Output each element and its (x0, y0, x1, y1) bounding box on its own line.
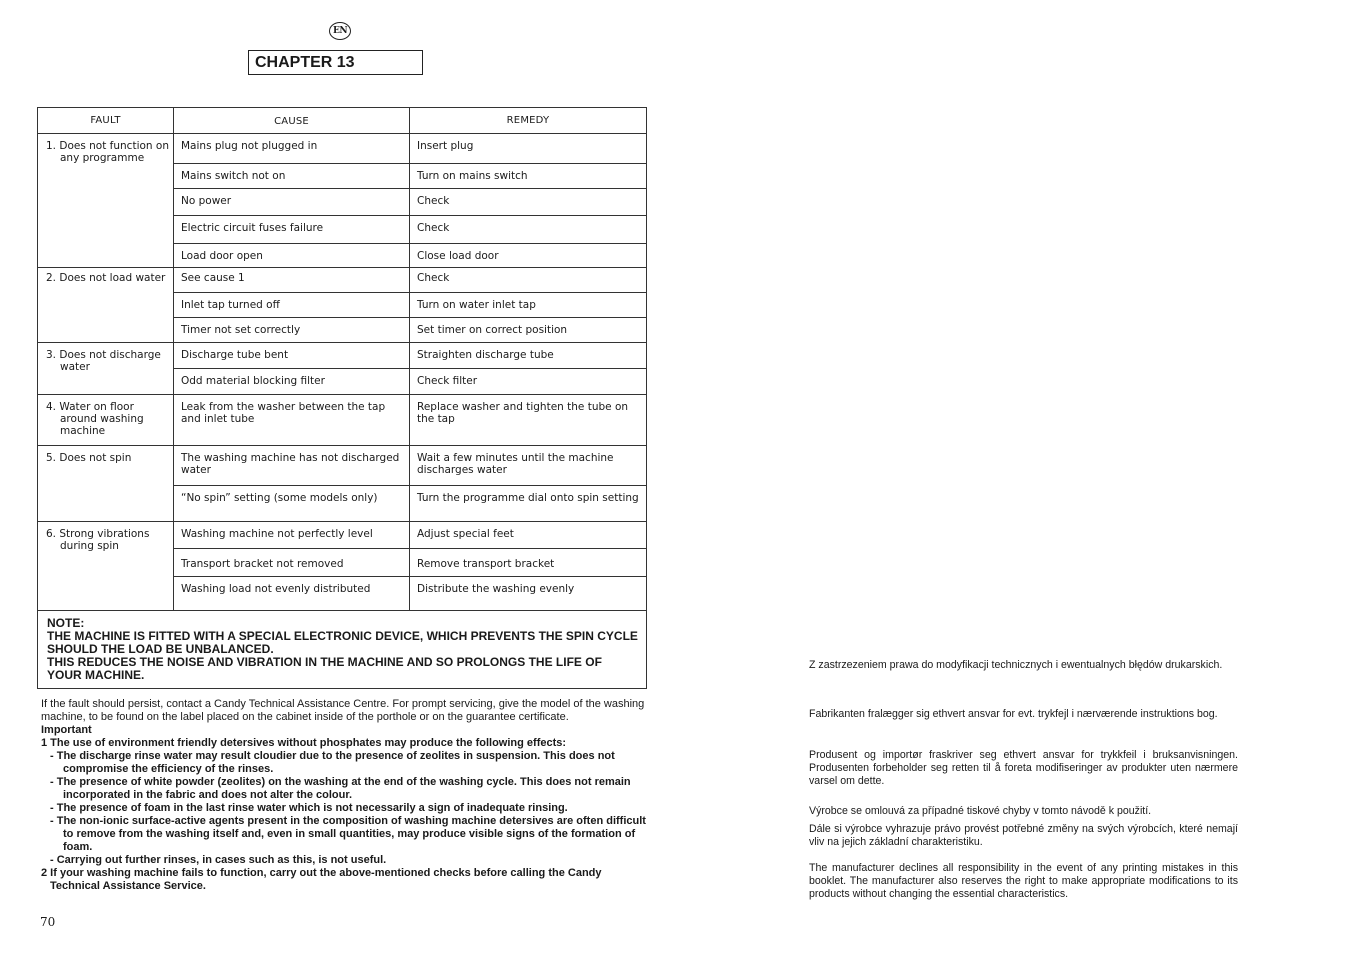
disclaimer-czech-1: Výrobce se omlouvá za případné tiskové chyby v tomto návodě k použití. (809, 805, 1152, 817)
disclaimer-english: The manufacturer declines all responsibility in the event of any printing mistakes in this booklet. The manufacturer also reserves the right to make appropriate modifications to its products without changing the essential characteristics. (809, 862, 1238, 900)
remedy-cell: Remove transport bracket (410, 549, 647, 577)
fault-cell: 6. Strong vibrations during spin (38, 522, 174, 611)
list-item: - The non-ionic surface-active agents present in the composition of washing machine detersives are often difficult to remove from the washing itself and, even in small quantities, may produce visible signs of the formation of foam. (50, 815, 646, 853)
disclaimer-norwegian: Produsent og importør fraskriver seg ethvert ansvar for trykkfeil i bruksanvisningen. Produsenten forbeholder seg retten til å foreta modifiseringer av produkter uten nærmere varsel om dette. (809, 749, 1238, 787)
remedy-cell: Adjust special feet (410, 522, 647, 549)
cause-cell: Washing load not evenly distributed (174, 577, 410, 611)
note-line: THE MACHINE IS FITTED WITH A SPECIAL ELECTRONIC DEVICE, WHICH PREVENTS THE SPIN CYCLE SHOULD THE LOAD BE UNBALANCED. (47, 629, 638, 656)
page-number: 70 (40, 915, 56, 929)
fault-cell: 1. Does not function on any programme (38, 134, 174, 268)
disclaimer-polish: Z zastrzezeniem prawa do modyfikacji technicznych i ewentualnych błędów drukarskich. (809, 659, 1223, 671)
cause-cell: Timer not set correctly (174, 318, 410, 343)
note-row (38, 611, 647, 689)
table-row (38, 395, 647, 446)
cause-cell: Transport bracket not removed (174, 549, 410, 577)
point-1: 1 The use of environment friendly detersives without phosphates may produce the following effects: (41, 737, 567, 749)
column-header-remedy: REMEDY (410, 108, 647, 134)
cause-cell: Leak from the washer between the tap and inlet tube (174, 395, 410, 446)
table-row (38, 446, 647, 486)
cause-cell: Electric circuit fuses failure (174, 216, 410, 244)
fault-cell: 5. Does not spin (38, 446, 174, 522)
disclaimer-czech-2: Dále si výrobce vyhrazuje právo provést potřebné změny na svých výrobcích, které nemají vliv na jejich základní charakteristiku. (809, 823, 1238, 848)
cause-cell: The washing machine has not discharged water (174, 446, 410, 486)
language-badge: EN (329, 22, 351, 40)
remedy-cell: Insert plug (410, 134, 647, 164)
remedy-cell: Turn on water inlet tap (410, 293, 647, 318)
instructions-text (41, 698, 647, 893)
cause-cell: Inlet tap turned off (174, 293, 410, 318)
table-row (38, 268, 647, 293)
remedy-cell: Replace washer and tighten the tube on the tap (410, 395, 647, 446)
remedy-cell: Check (410, 189, 647, 216)
cause-cell: See cause 1 (174, 268, 410, 293)
table-row (38, 134, 647, 164)
cause-cell: Odd material blocking filter (174, 369, 410, 395)
cause-cell: No power (174, 189, 410, 216)
remedy-cell: Distribute the washing evenly (410, 577, 647, 611)
remedy-cell: Close load door (410, 244, 647, 268)
important-heading: Important (41, 724, 92, 736)
fault-cell: 3. Does not discharge water (38, 343, 174, 395)
remedy-cell: Turn the programme dial onto spin setting (410, 486, 647, 522)
cause-cell: Discharge tube bent (174, 343, 410, 369)
table-header-row (38, 108, 647, 134)
remedy-cell: Straighten discharge tube (410, 343, 647, 369)
list-item: - The discharge rinse water may result cloudier due to the presence of zeolites in suspension. This does not compromise the efficiency of the rinses. (50, 750, 615, 775)
chapter-title: CHAPTER 13 (248, 50, 423, 75)
point-2: 2 If your washing machine fails to function, carry out the above-mentioned checks before calling the Candy Technical Assistance Service. (41, 867, 602, 892)
cause-cell: “No spin” setting (some models only) (174, 486, 410, 522)
remedy-cell: Check (410, 216, 647, 244)
remedy-cell: Wait a few minutes until the machine discharges water (410, 446, 647, 486)
remedy-cell: Turn on mains switch (410, 164, 647, 189)
remedy-cell: Check filter (410, 369, 647, 395)
cause-cell: Load door open (174, 244, 410, 268)
troubleshooting-table (37, 107, 647, 689)
note-line: THIS REDUCES THE NOISE AND VIBRATION IN THE MACHINE AND SO PROLONGS THE LIFE OF YOUR MACHINE. (47, 655, 602, 682)
note-cell (38, 611, 647, 689)
remedy-cell: Set timer on correct position (410, 318, 647, 343)
cause-cell: Mains switch not on (174, 164, 410, 189)
fault-cell: 2. Does not load water (38, 268, 174, 343)
column-header-cause: CAUSE (174, 108, 410, 134)
list-item: - The presence of white powder (zeolites) on the washing at the end of the washing cycle. This does not remain incorporated in the fabric and does not alter the colour. (50, 776, 631, 801)
list-item: - The presence of foam in the last rinse water which is not necessarily a sign of inadequate rinsing. (50, 802, 568, 814)
remedy-cell: Check (410, 268, 647, 293)
table-row (38, 522, 647, 549)
disclaimer-danish: Fabrikanten fralægger sig ethvert ansvar for evt. trykfejl i nærværende instruktions bog. (809, 708, 1218, 720)
persist-paragraph: If the fault should persist, contact a Candy Technical Assistance Centre. For prompt servicing, give the model of the washing machine, to be found on the label placed on the cabinet inside of the porthole or on the guarantee certificate. (41, 698, 645, 723)
list-item: - Carrying out further rinses, in cases such as this, is not useful. (50, 854, 387, 866)
fault-cell: 4. Water on floor around washing machine (38, 395, 174, 446)
column-header-fault: FAULT (38, 108, 174, 134)
table-row (38, 343, 647, 369)
cause-cell: Washing machine not perfectly level (174, 522, 410, 549)
cause-cell: Mains plug not plugged in (174, 134, 410, 164)
note-title: NOTE: (47, 616, 85, 630)
